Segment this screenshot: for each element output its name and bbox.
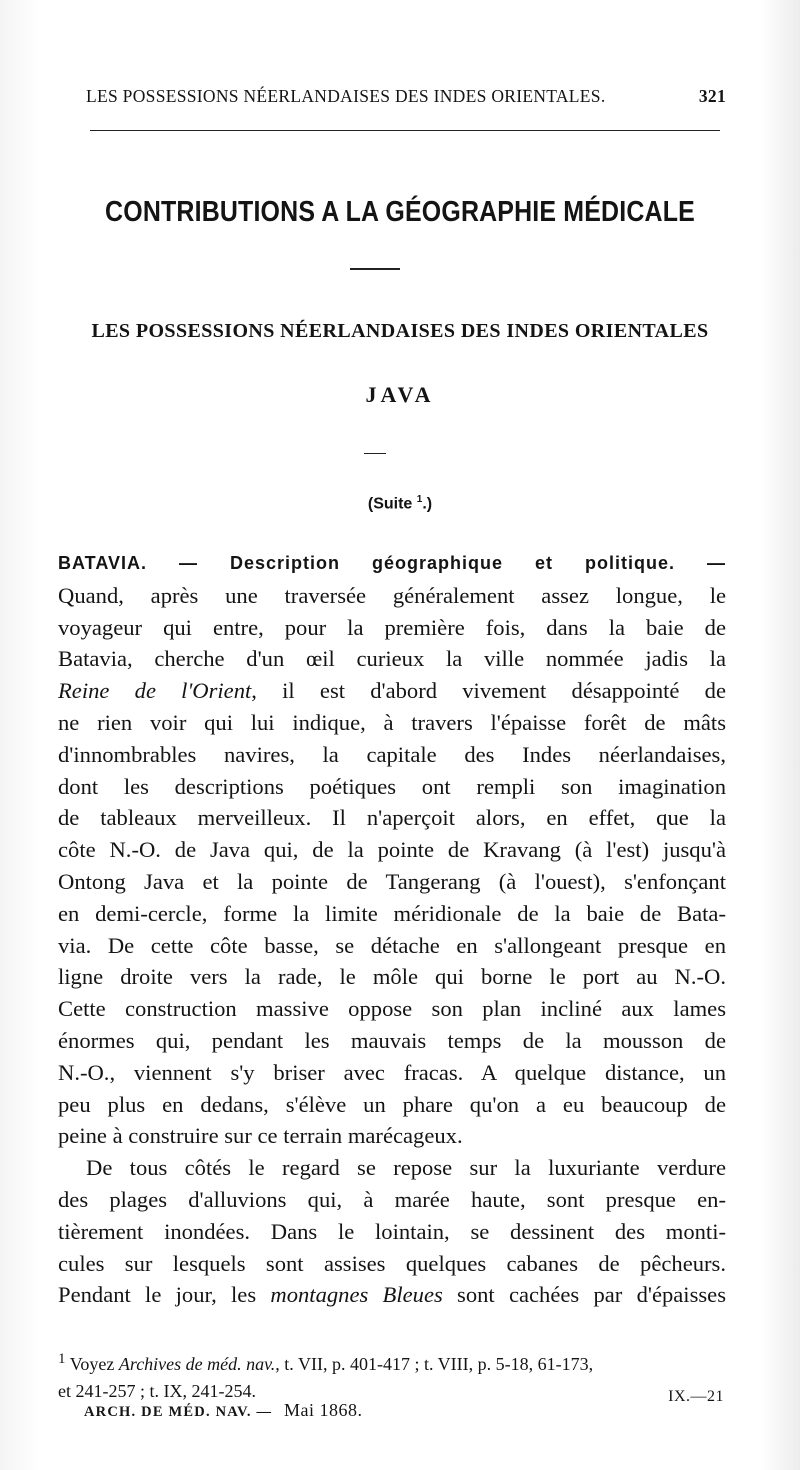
text-line: voyageur qui entre, pour la première fois, dans la baie de (58, 614, 726, 640)
region-heading: JAVA (365, 382, 435, 407)
paragraph-1 (58, 580, 726, 1152)
article-subtitle: LES POSSESSIONS NÉERLANDAISES DES INDES ORIENTALES (91, 320, 709, 342)
running-head (86, 86, 726, 112)
region-separator (364, 453, 386, 454)
text-line: peu plus en dedans, s'élève un phare qu'on a eu beaucoup de (58, 1091, 726, 1117)
text-line: peine à construire sur ce terrain marécageux. (58, 1123, 463, 1149)
continuation-text: (Suite (367, 495, 413, 513)
text-line: d'innombrables navires, la capitale des Indes néerlandaises, (58, 741, 726, 767)
continuation-close: .) (422, 495, 433, 513)
page-number: 321 (698, 86, 726, 106)
text-line: en demi-cercle, forme la limite méridionale de la baie de Bata- (58, 900, 726, 926)
footer-date: Mai 1868. (284, 1400, 363, 1420)
text-line: ne rien voir qui lui indique, à travers l'épaisse forêt de mâts (58, 709, 726, 735)
text-line: De tous côtés le regard se repose sur la luxuriante verdure (86, 1155, 726, 1181)
body-text (58, 548, 726, 1311)
text-line: Batavia, cherche d'un œil curieux la ville nommée jadis la (58, 646, 726, 672)
text-line: Cette construction massive oppose son plan incliné aux lames (58, 996, 726, 1022)
text-line: dont les descriptions poétiques ont rempli son imagination (58, 773, 726, 799)
footnote-text-after: , t. VII, p. 401-417 ; t. VIII, p. 5-18, 61-173, (275, 1354, 594, 1374)
footnote-text-before: Voyez (69, 1354, 115, 1374)
footer-imprint: ARCH. DE MÉD. NAV. — (84, 1404, 273, 1420)
section-heading: BATAVIA. — Description géographique et politique. — (58, 553, 726, 573)
text-line: ligne droite vers la rade, le môle qui borne le port au N.-O. (58, 964, 726, 990)
text-line: N.-O., viennent s'y briser avec fracas. A quelque distance, un (58, 1059, 726, 1085)
paragraph-2 (58, 1152, 726, 1311)
signature-mark: IX.—21 (668, 1388, 724, 1405)
text-line: Quand, après une traversée généralement assez longue, le (58, 582, 726, 608)
text-line: des plages d'alluvions qui, à marée haute, sont presque en- (58, 1186, 726, 1212)
text-line: Pendant le jour, les montagnes Bleues sont cachées par d'épaisses (58, 1282, 726, 1308)
continuation-note (0, 494, 800, 513)
text-line: de tableaux merveilleux. Il n'aperçoit alors, en effet, que la (58, 805, 726, 831)
text-line: côte N.-O. de Java qui, de la pointe de Kravang (à l'est) jusqu'à (58, 837, 726, 863)
running-head-title: LES POSSESSIONS NÉERLANDAISES DES INDES ORIENTALES. (86, 86, 606, 106)
footnote (58, 1346, 726, 1405)
footnote-mark: 1 (58, 1351, 66, 1367)
footnote-journal: Archives de méd. nav. (118, 1354, 276, 1374)
article-title: CONTRIBUTIONS A LA GÉOGRAPHIE MÉDICALE (105, 196, 695, 228)
emphasis: Reine de l'Orient (58, 678, 252, 704)
text-line: Reine de l'Orient, il est d'abord vivement désappointé de (58, 678, 726, 704)
header-rule (90, 130, 720, 131)
emphasis: montagnes Bleues (270, 1282, 443, 1308)
text-line: cules sur lesquels sont assises quelques cabanes de pêcheurs. (58, 1250, 726, 1276)
footnote-line-2: et 241-257 ; t. IX, 241-254. (58, 1381, 256, 1401)
text-line: tièrement inondées. Dans le lointain, se dessinent des monti- (58, 1218, 726, 1244)
text-line: Ontong Java et la pointe de Tangerang (à l'ouest), s'enfonçant (58, 868, 726, 894)
footnote-reference: 1 (416, 494, 423, 505)
text-line: via. De cette côte basse, se détache en s'allongeant presque en (58, 932, 726, 958)
footnote-line-1 (58, 1346, 726, 1378)
title-separator (350, 268, 400, 270)
text-line: énormes qui, pendant les mauvais temps de la mousson de (58, 1027, 726, 1053)
